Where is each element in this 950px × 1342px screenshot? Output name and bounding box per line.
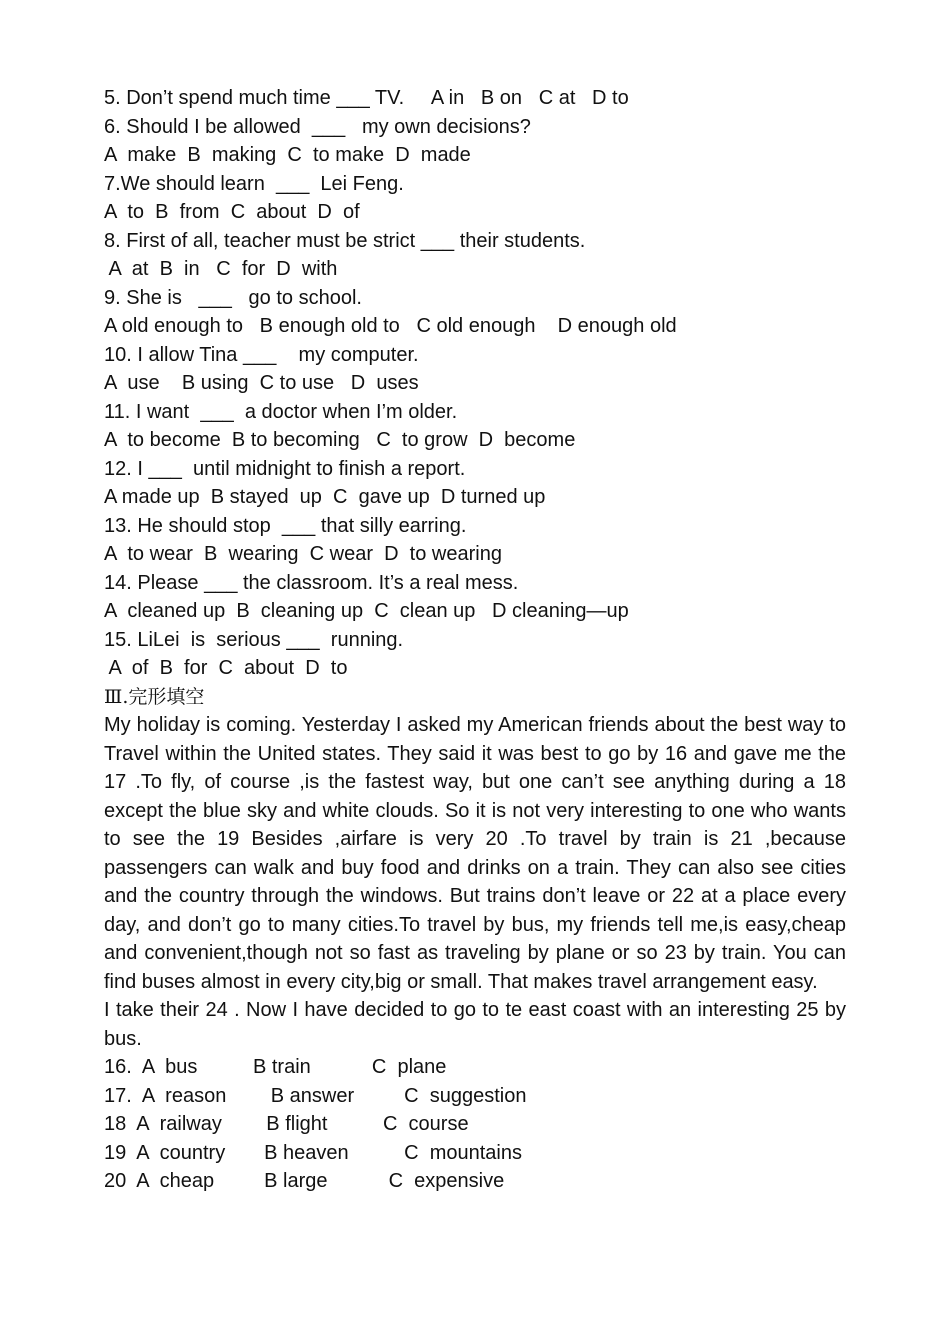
- question-12: 12. I ___ until midnight to finish a report.: [104, 457, 466, 480]
- question-6: 6. Should I be allowed ___ my own decisions?: [104, 115, 531, 138]
- question-12-options: A made up B stayed up C gave up D turned up: [104, 486, 546, 508]
- question-13-options: A to wear B wearing C wear D to wearing: [104, 543, 502, 565]
- passage-paragraph-2: I take their 24 . Now I have decided to go to te east coast with an interesting 25 by bus.: [104, 999, 846, 1050]
- passage-paragraph-1: My holiday is coming. Yesterday I asked my American friends about the best way to Travel within the United states. They said it was best to go by 16 and gave me the 17 .To fly, of course ,is the fastest way, but one can’t see anything during a 18 except the blue sky and white clouds. So it is not very interesting to one who wants to see the 19 Besides ,airfare is very 20 .To travel by train is 21 ,because passengers can walk and buy food and drinks on a train. They can also see cities and the country through the windows. But trains don’t leave or 22 at a place every day, and don’t go to many cities.To travel by bus, my friends tell me,is easy,cheap and convenient,though not so fast as traveling by plane or so 23 by train. You can find buses almost in every city,big or small. That makes travel arrangement easy.: [104, 714, 846, 993]
- question-19: 19 A country B heaven C mountains: [104, 1141, 522, 1164]
- question-11-options: A to become B to becoming C to grow D become: [104, 429, 576, 451]
- question-15: 15. LiLei is serious ___ running.: [104, 628, 404, 651]
- question-7: 7.We should learn ___ Lei Feng.: [104, 172, 404, 195]
- question-20: 20 A cheap B large C expensive: [104, 1170, 505, 1192]
- cloze-passage: [104, 711, 846, 1053]
- question-10-options: A use B using C to use D uses: [104, 372, 419, 394]
- multiple-choice-section: [104, 84, 846, 683]
- question-14-options: A cleaned up B cleaning up C clean up D cleaning—up: [104, 600, 629, 622]
- question-15-options: A of B for C about D to: [104, 657, 348, 679]
- question-17: 17. A reason B answer C suggestion: [104, 1084, 527, 1107]
- question-8-options: A at B in C for D with: [104, 258, 338, 280]
- question-5: 5. Don’t spend much time ___ TV. A in B on C at D to: [104, 87, 629, 109]
- question-7-options: A to B from C about D of: [104, 201, 360, 223]
- question-13: 13. He should stop ___ that silly earring.: [104, 514, 467, 537]
- question-9-options: A old enough to B enough old to C old enough D enough old: [104, 315, 677, 337]
- question-8: 8. First of all, teacher must be strict ___ their students.: [104, 229, 586, 252]
- question-16: 16. A bus B train C plane: [104, 1056, 447, 1078]
- question-18: 18 A railway B flight C course: [104, 1113, 469, 1135]
- question-11: 11. I want ___ a doctor when I’m older.: [104, 400, 458, 423]
- question-6-options: A make B making C to make D made: [104, 144, 471, 166]
- question-9: 9. She is ___ go to school.: [104, 286, 362, 309]
- question-14: 14. Please ___ the classroom. It’s a real mess.: [104, 571, 519, 594]
- document-content: [104, 84, 846, 1196]
- section-title-cloze: Ⅲ.完形填空: [104, 685, 205, 708]
- question-10: 10. I allow Tina ___ my computer.: [104, 343, 419, 366]
- cloze-questions-section: [104, 1053, 846, 1196]
